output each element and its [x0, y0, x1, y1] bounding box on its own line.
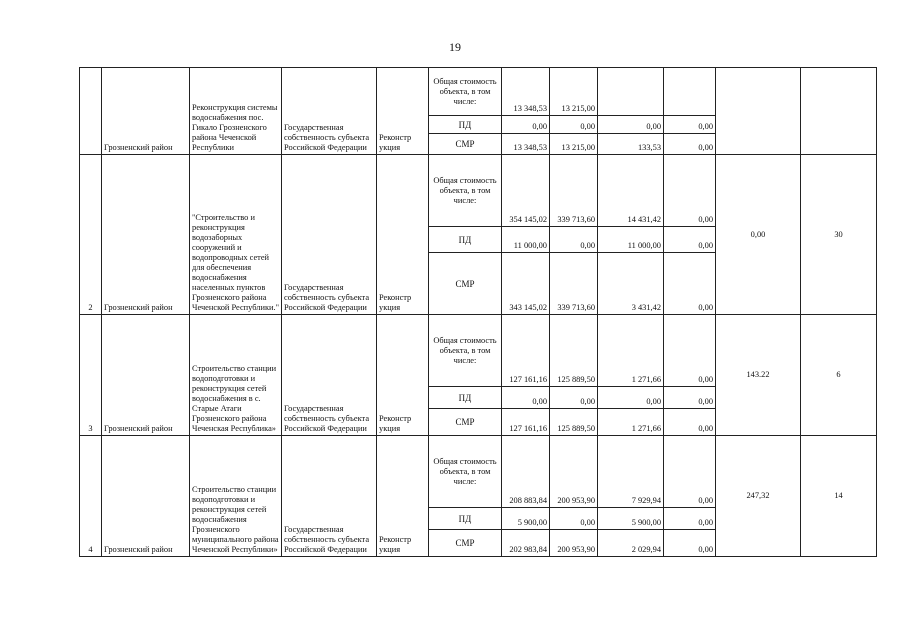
regional-value-cell: 11 000,00	[598, 227, 664, 253]
quantity-cell: 14	[801, 436, 877, 557]
row-number-cell: 4	[80, 436, 102, 557]
quantity-cell: 30	[801, 155, 877, 315]
object-name-cell: Реконструкция системы водоснабжения пос. Гикало Грозненского района Чеченской Республики	[190, 68, 282, 155]
federal-value-cell: 0,00	[550, 508, 598, 530]
table-row	[80, 436, 877, 508]
federal-value-cell: 13 215,00	[550, 68, 598, 116]
table-body	[80, 68, 877, 557]
regional-value-cell: 133,53	[598, 134, 664, 155]
other-value-cell: 0,00	[664, 116, 716, 134]
cost-label-cell: СМР	[429, 530, 502, 557]
page-number: 19	[449, 40, 461, 54]
other-value-cell: 0,00	[664, 387, 716, 409]
row-number-cell	[80, 68, 102, 155]
cost-label-cell: Общая стоимость объекта, в том числе:	[429, 68, 502, 116]
total-value-cell: 354 145,02	[502, 155, 550, 227]
cost-label-cell: ПД	[429, 508, 502, 530]
ownership-cell: Государственная собственность субъекта Российской Федерации	[282, 436, 377, 557]
capacity-cell	[716, 68, 801, 155]
other-value-cell: 0,00	[664, 315, 716, 387]
work-type-cell: Реконстр укция	[377, 68, 429, 155]
cost-label-cell: ПД	[429, 387, 502, 409]
other-value-cell: 0,00	[664, 134, 716, 155]
other-value-cell: 0,00	[664, 436, 716, 508]
total-value-cell: 13 348,53	[502, 134, 550, 155]
district-cell: Грозненский район	[102, 315, 190, 436]
regional-value-cell: 0,00	[598, 116, 664, 134]
federal-value-cell: 339 713,60	[550, 253, 598, 315]
table-row	[80, 155, 877, 227]
total-value-cell: 343 145,02	[502, 253, 550, 315]
regional-value-cell: 3 431,42	[598, 253, 664, 315]
regional-value-cell: 5 900,00	[598, 508, 664, 530]
total-value-cell: 127 161,16	[502, 315, 550, 387]
regional-value-cell: 1 271,66	[598, 409, 664, 436]
work-type-cell: Реконстр укция	[377, 315, 429, 436]
investment-table	[79, 67, 877, 557]
federal-value-cell: 0,00	[550, 227, 598, 253]
capacity-cell: 143.22	[716, 315, 801, 436]
capacity-cell: 0,00	[716, 155, 801, 315]
other-value-cell: 0,00	[664, 508, 716, 530]
other-value-cell: 0,00	[664, 155, 716, 227]
total-value-cell: 11 000,00	[502, 227, 550, 253]
object-name-cell: "Строительство и реконструкция водозаборных сооружений и водопроводных сетей для обеспечения водоснабжения населенных пунктов Грозненского района Чеченской Республики."	[190, 155, 282, 315]
federal-value-cell: 125 889,50	[550, 409, 598, 436]
other-value-cell: 0,00	[664, 530, 716, 557]
district-cell: Грозненский район	[102, 68, 190, 155]
cost-label-cell: Общая стоимость объекта, в том числе:	[429, 155, 502, 227]
work-type-cell: Реконстр укция	[377, 155, 429, 315]
total-value-cell: 0,00	[502, 387, 550, 409]
other-value-cell	[664, 68, 716, 116]
federal-value-cell: 200 953,90	[550, 530, 598, 557]
regional-value-cell	[598, 68, 664, 116]
object-name-cell: Строительство станции водоподготовки и реконструкция сетей водоснабжения Грозненского муниципального района Чеченской Республики»	[190, 436, 282, 557]
regional-value-cell: 14 431,42	[598, 155, 664, 227]
federal-value-cell: 339 713,60	[550, 155, 598, 227]
table-row	[80, 68, 877, 116]
cost-label-cell: Общая стоимость объекта, в том числе:	[429, 436, 502, 508]
district-cell: Грозненский район	[102, 436, 190, 557]
district-cell: Грозненский район	[102, 155, 190, 315]
regional-value-cell: 2 029,94	[598, 530, 664, 557]
table-row	[80, 315, 877, 387]
federal-value-cell: 200 953,90	[550, 436, 598, 508]
regional-value-cell: 0,00	[598, 387, 664, 409]
regional-value-cell: 7 929,94	[598, 436, 664, 508]
cost-label-cell: СМР	[429, 253, 502, 315]
cost-label-cell: ПД	[429, 116, 502, 134]
cost-label-cell: СМР	[429, 134, 502, 155]
other-value-cell: 0,00	[664, 253, 716, 315]
total-value-cell: 0,00	[502, 116, 550, 134]
work-type-cell: Реконстр укция	[377, 436, 429, 557]
row-number-cell: 2	[80, 155, 102, 315]
federal-value-cell: 0,00	[550, 116, 598, 134]
cost-label-cell: Общая стоимость объекта, в том числе:	[429, 315, 502, 387]
capacity-cell: 247,32	[716, 436, 801, 557]
quantity-cell	[801, 68, 877, 155]
total-value-cell: 13 348,53	[502, 68, 550, 116]
quantity-cell: 6	[801, 315, 877, 436]
ownership-cell: Государственная собственность субъекта Российской Федерации	[282, 315, 377, 436]
cost-label-cell: СМР	[429, 409, 502, 436]
other-value-cell: 0,00	[664, 409, 716, 436]
total-value-cell: 5 900,00	[502, 508, 550, 530]
federal-value-cell: 125 889,50	[550, 315, 598, 387]
federal-value-cell: 13 215,00	[550, 134, 598, 155]
other-value-cell: 0,00	[664, 227, 716, 253]
object-name-cell: Строительство станции водоподготовки и реконструкция сетей водоснабжения в с. Старые Атаги Грозненского района Чеченская Республика»	[190, 315, 282, 436]
federal-value-cell: 0,00	[550, 387, 598, 409]
total-value-cell: 208 883,84	[502, 436, 550, 508]
regional-value-cell: 1 271,66	[598, 315, 664, 387]
ownership-cell: Государственная собственность субъекта Российской Федерации	[282, 155, 377, 315]
ownership-cell: Государственная собственность субъекта Российской Федерации	[282, 68, 377, 155]
total-value-cell: 202 983,84	[502, 530, 550, 557]
row-number-cell: 3	[80, 315, 102, 436]
cost-label-cell: ПД	[429, 227, 502, 253]
total-value-cell: 127 161,16	[502, 409, 550, 436]
